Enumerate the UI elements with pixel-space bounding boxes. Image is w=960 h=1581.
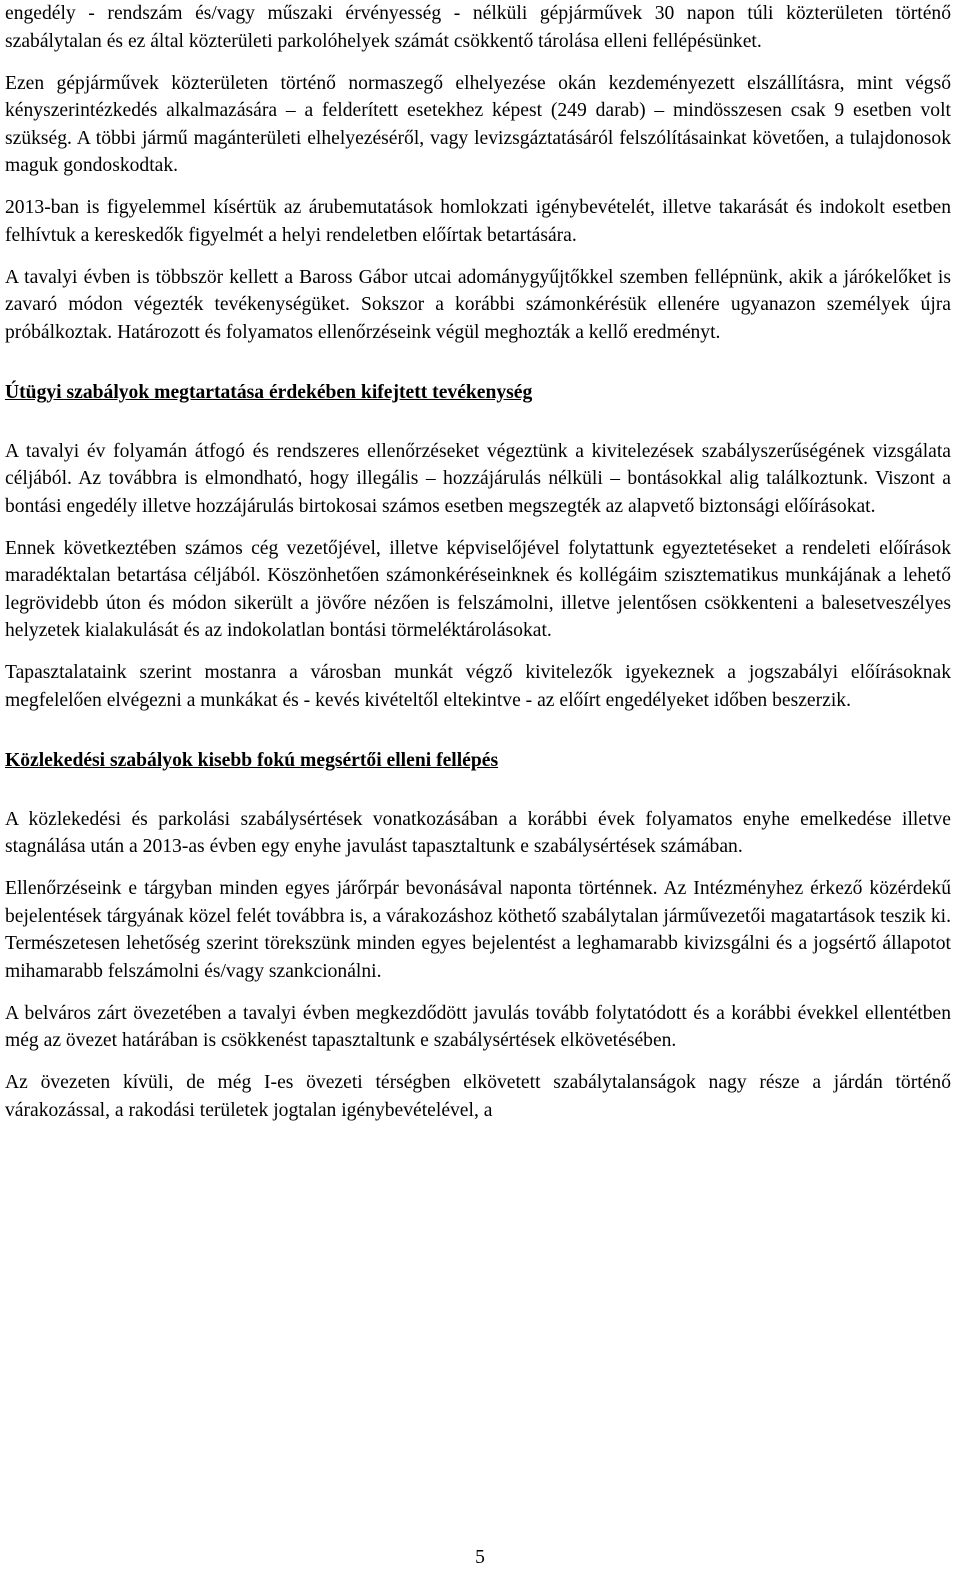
section-heading-kozlekedesi: Közlekedési szabályok kisebb fokú megsértői elleni fellépés — [5, 750, 499, 771]
paragraph: engedély - rendszám és/vagy műszaki érvényesség - nélküli gépjárművek 30 napon túli közterületen történő szabálytalan és ez által közterületi parkolóhelyek számát csökkentő tárolása elleni fellépésünket. — [5, 3, 951, 52]
paragraph: Az övezeten kívüli, de még I-es övezeti térségben elkövetett szabálytalanságok nagy része a járdán történő várakozással, a rakodási területek jogtalan igénybevételével, a — [5, 1072, 951, 1121]
section-heading-utugyi: Útügyi szabályok megtartatása érdekében kifejtett tevékenység — [5, 382, 533, 403]
paragraph: Ennek következtében számos cég vezetőjével, illetve képviselőjével folytattunk egyeztetéseket a rendeleti előírások maradéktalan betartása céljából. Köszönhetően számonkéréseinknek és kollégáim szisztematikus munkájának a lehető legrövidebb úton és módon sikerült a jövőre nézően is felszámolni, illetve jelentősen csökkenteni a balesetveszélyes helyzetek kialakulását és az indokolatlan bontási törmeléktárolásokat. — [5, 537, 951, 641]
paragraph: A tavalyi évben is többször kellett a Baross Gábor utcai adománygyűjtőkkel szemben fellépnünk, akik a járókelőket is zavaró módon végezték tevékenységüket. Sokszor a korábbi számonkérésük ellenére ugyanazon személyek újra próbálkoztak. Határozott és folyamatos ellenőrzéseink végül meghozták a kellő eredményt. — [5, 266, 951, 343]
document-page — [5, 0, 951, 1139]
page-number: 5 — [475, 1547, 485, 1568]
paragraph: 2013-ban is figyelemmel kísértük az árubemutatások homlokzati igénybevételét, illetve takarását és indokolt esetben felhívtuk a kereskedők figyelmét a helyi rendeletben előírtak betartására. — [5, 197, 951, 246]
paragraph: A közlekedési és parkolási szabálysértések vonatkozásában a korábbi évek folyamatos enyhe emelkedése illetve stagnálása után a 2013-as évben egy enyhe javulást tapasztaltunk e szabálysértések számában. — [5, 808, 951, 857]
paragraph: Ezen gépjárművek közterületen történő normaszegő elhelyezése okán kezdeményezett elszállításra, mint végső kényszerintézkedés alkalmazására – a felderített esetekhez képest (249 darab) – mindösszesen csak 9 esetben volt szükség. A többi jármű magánterületi elhelyezéséről, vagy levizsgáztatásáról felszólításainkat követően, a tulajdonosok maguk gondoskodtak. — [5, 72, 951, 176]
paragraph: Ellenőrzéseink e tárgyban minden egyes járőrpár bevonásával naponta történnek. Az Intézményhez érkező közérdekű bejelentések tárgyának közel felét továbbra is, a várakozáshoz köthető szabálytalan járművezetői magatartások teszik ki. Természetesen lehetőség szerint törekszünk minden egyes bejelentést a leghamarabb kivizsgálni és a jogsértő állapotot mihamarabb felszámolni és/vagy szankcionálni. — [5, 878, 951, 982]
paragraph: Tapasztalataink szerint mostanra a városban munkát végző kivitelezők igyekeznek a jogszabályi előírásoknak megfelelően elvégezni a munkákat és - kevés kivételtől eltekintve - az előírt engedélyeket időben beszerzik. — [5, 662, 951, 711]
paragraph: A tavalyi év folyamán átfogó és rendszeres ellenőrzéseket végeztünk a kivitelezések szabályszerűségének vizsgálata céljából. Az továbbra is elmondható, hogy illegális – hozzájárulás nélküli – bontásokkal alig találkoztunk. Viszont a bontási engedély illetve hozzájárulás birtokosai számos esetben megszegték az alapvető biztonsági előírásokat. — [5, 440, 951, 517]
paragraph: A belváros zárt övezetében a tavalyi évben megkezdődött javulás tovább folytatódott és a korábbi évekkel ellentétben még az övezet határában is csökkenést tapasztaltunk e szabálysértések elkövetésében. — [5, 1002, 951, 1051]
